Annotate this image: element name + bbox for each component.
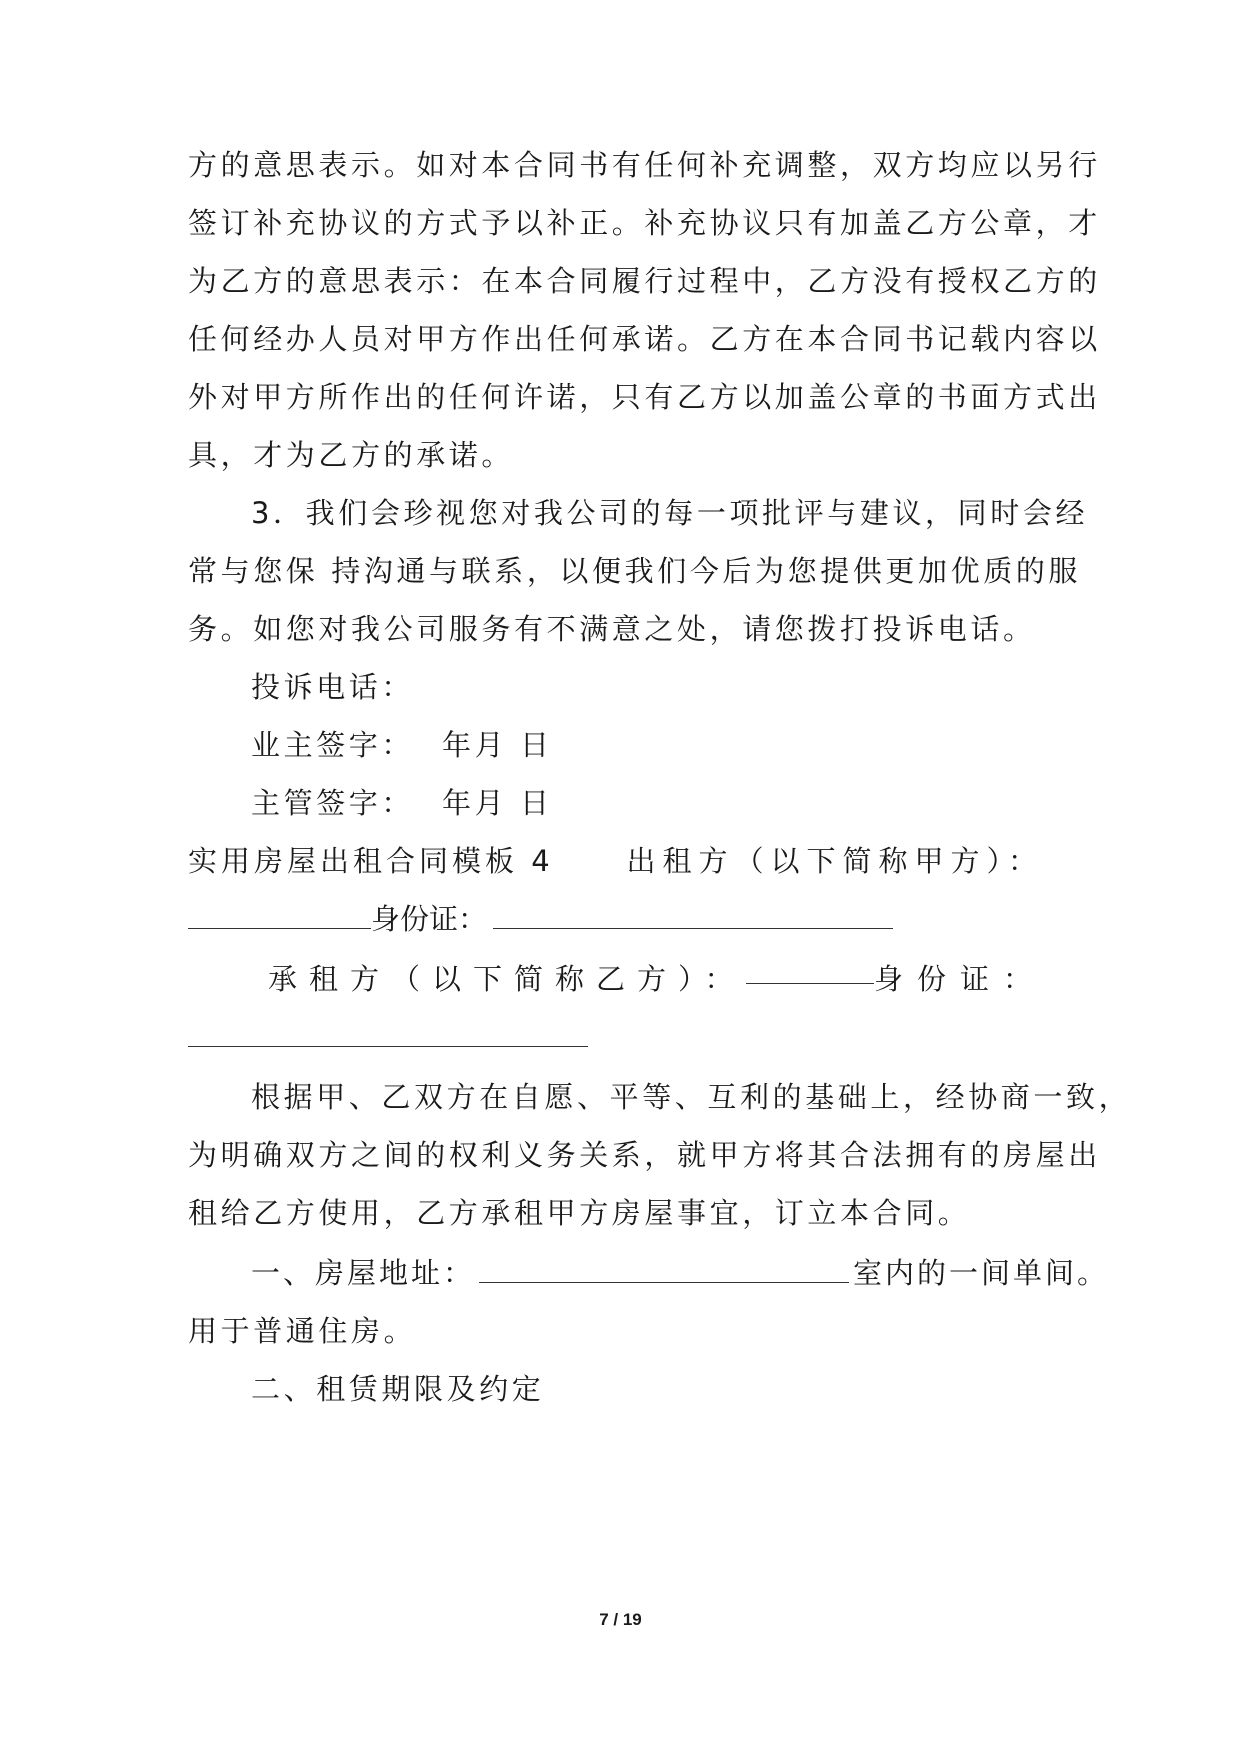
lessee-name-blank: [746, 959, 874, 984]
page-number: 7 / 19: [599, 1610, 642, 1629]
paragraph-line: 3．我们会珍视您对我公司的每一项批评与建议，同时会经: [251, 496, 1089, 530]
paragraph-line: 租给乙方使用，乙方承租甲方房屋事宜，订立本合同。: [188, 1196, 971, 1230]
owner-signature-date: 年月 日: [442, 728, 553, 762]
section-heading: 二、租赁期限及约定: [251, 1372, 545, 1406]
address-label: 一、房屋地址：: [251, 1256, 476, 1290]
lessor-id-label: 身份证：: [371, 902, 488, 936]
paragraph-line: 外对甲方所作出的任何许诺，只有乙方以加盖公章的书面方式出: [188, 380, 1101, 414]
lessor-label: 出租方（以下简称甲方）：: [626, 844, 1044, 878]
lessee-id-label: 身份证：: [873, 962, 1046, 996]
supervisor-signature-row: [251, 783, 1054, 823]
owner-signature-label: 业主签字：: [251, 728, 415, 762]
paragraph-line: 方的意思表示。如对本合同书有任何补充调整，双方均应以另行: [188, 148, 1101, 182]
address-suffix: 室内的一间单间。: [853, 1256, 1110, 1290]
lessee-id-blank: [188, 1022, 588, 1047]
lessor-name-blank: [188, 904, 371, 929]
complaint-phone-label: 投诉电话：: [251, 670, 415, 704]
paragraph-line: 为乙方的意思表示：在本合同履行过程中，乙方没有授权乙方的: [188, 264, 1101, 298]
template-title-row: [188, 841, 1044, 881]
address-row: [251, 1253, 1110, 1293]
address-blank: [479, 1258, 849, 1283]
lessor-id-blank: [493, 904, 893, 929]
owner-signature-row: [251, 725, 1054, 765]
supervisor-signature-date: 年月 日: [442, 786, 553, 820]
lessee-label: 承租方（以下简称乙方）：: [268, 962, 746, 996]
paragraph-line: 具，才为乙方的承诺。: [188, 438, 515, 472]
address-usage: 用于普通住房。: [188, 1314, 417, 1348]
lessor-id-row: [188, 899, 1054, 939]
paragraph-line: 为明确双方之间的权利义务关系，就甲方将其合法拥有的房屋出: [188, 1138, 1101, 1172]
supervisor-signature-label: 主管签字：: [251, 786, 415, 820]
lessee-row: [268, 959, 1046, 999]
paragraph-line: 签订补充协议的方式予以补正。补充协议只有加盖乙方公章，才: [188, 206, 1101, 240]
template-title: 实用房屋出租合同模板 4: [188, 844, 554, 878]
paragraph-line: 任何经办人员对甲方作出任何承诺。乙方在本合同书记载内容以: [188, 322, 1101, 356]
lessee-id-line: [188, 1017, 1054, 1057]
paragraph-line: 常与您保 持沟通与联系，以便我们今后为您提供更加优质的服: [188, 554, 1082, 588]
paragraph-line: 务。如您对我公司服务有不满意之处，请您拨打投诉电话。: [188, 612, 1036, 646]
paragraph-line: 根据甲、乙双方在自愿、平等、互利的基础上，经协商一致，: [251, 1080, 1132, 1114]
